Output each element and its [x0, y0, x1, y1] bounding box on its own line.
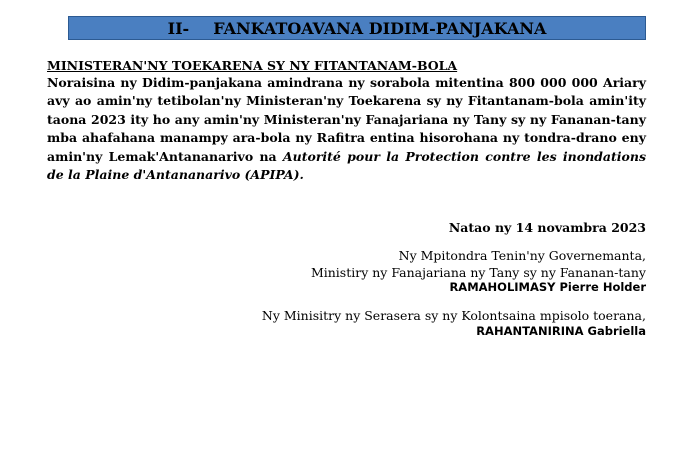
- section-header-bar: [68, 16, 646, 40]
- signatory2-role: Ny Minisitry ny Serasera sy ny Kolontsaina mpisolo toerana,: [261, 308, 646, 323]
- section-title: FANKATOAVANA DIDIM-PANJAKANA: [213, 18, 547, 38]
- ministry-subtitle: MINISTERAN'NY TOEKARENA SY NY FITANTANAM-BOLA: [47, 58, 458, 73]
- signatory1-role-line2: Ministiry ny Fanajariana ny Tany sy ny Fananan-tany: [310, 265, 646, 280]
- signing-date: Natao ny 14 novambra 2023: [448, 220, 646, 235]
- signatory1-role-line1: Ny Mpitondra Tenin'ny Governemanta,: [398, 248, 646, 263]
- signatory1-name: RAMAHOLIMASY Pierre Holder: [449, 280, 646, 294]
- decree-text-italic: Autorité pour la Protection contre les inondations de la Plaine d'Antananarivo (APIPA).: [47, 148, 646, 183]
- decree-text: Noraisina ny Didim-panjakana amindrana ny sorabola mitentina 800 000 000 Ariary avy ao amin'ny tetibolan'ny Ministeran'ny Toekarena sy ny Fitantanam-bola amin'ity taona 2023 ity ho any amin'ny Ministeran'ny Fanajariana ny Tany sy ny Fananan-tany mba ahafahana manampy ara-bola ny Rafitra entina hisorohana ny tondra-drano eny amin'ny Lemak'Antananarivo na: [47, 75, 646, 164]
- signatory2-name: RAHANTANIRINA Gabriella: [476, 324, 646, 338]
- section-number: II-: [167, 18, 190, 38]
- decree-paragraph: [47, 74, 646, 184]
